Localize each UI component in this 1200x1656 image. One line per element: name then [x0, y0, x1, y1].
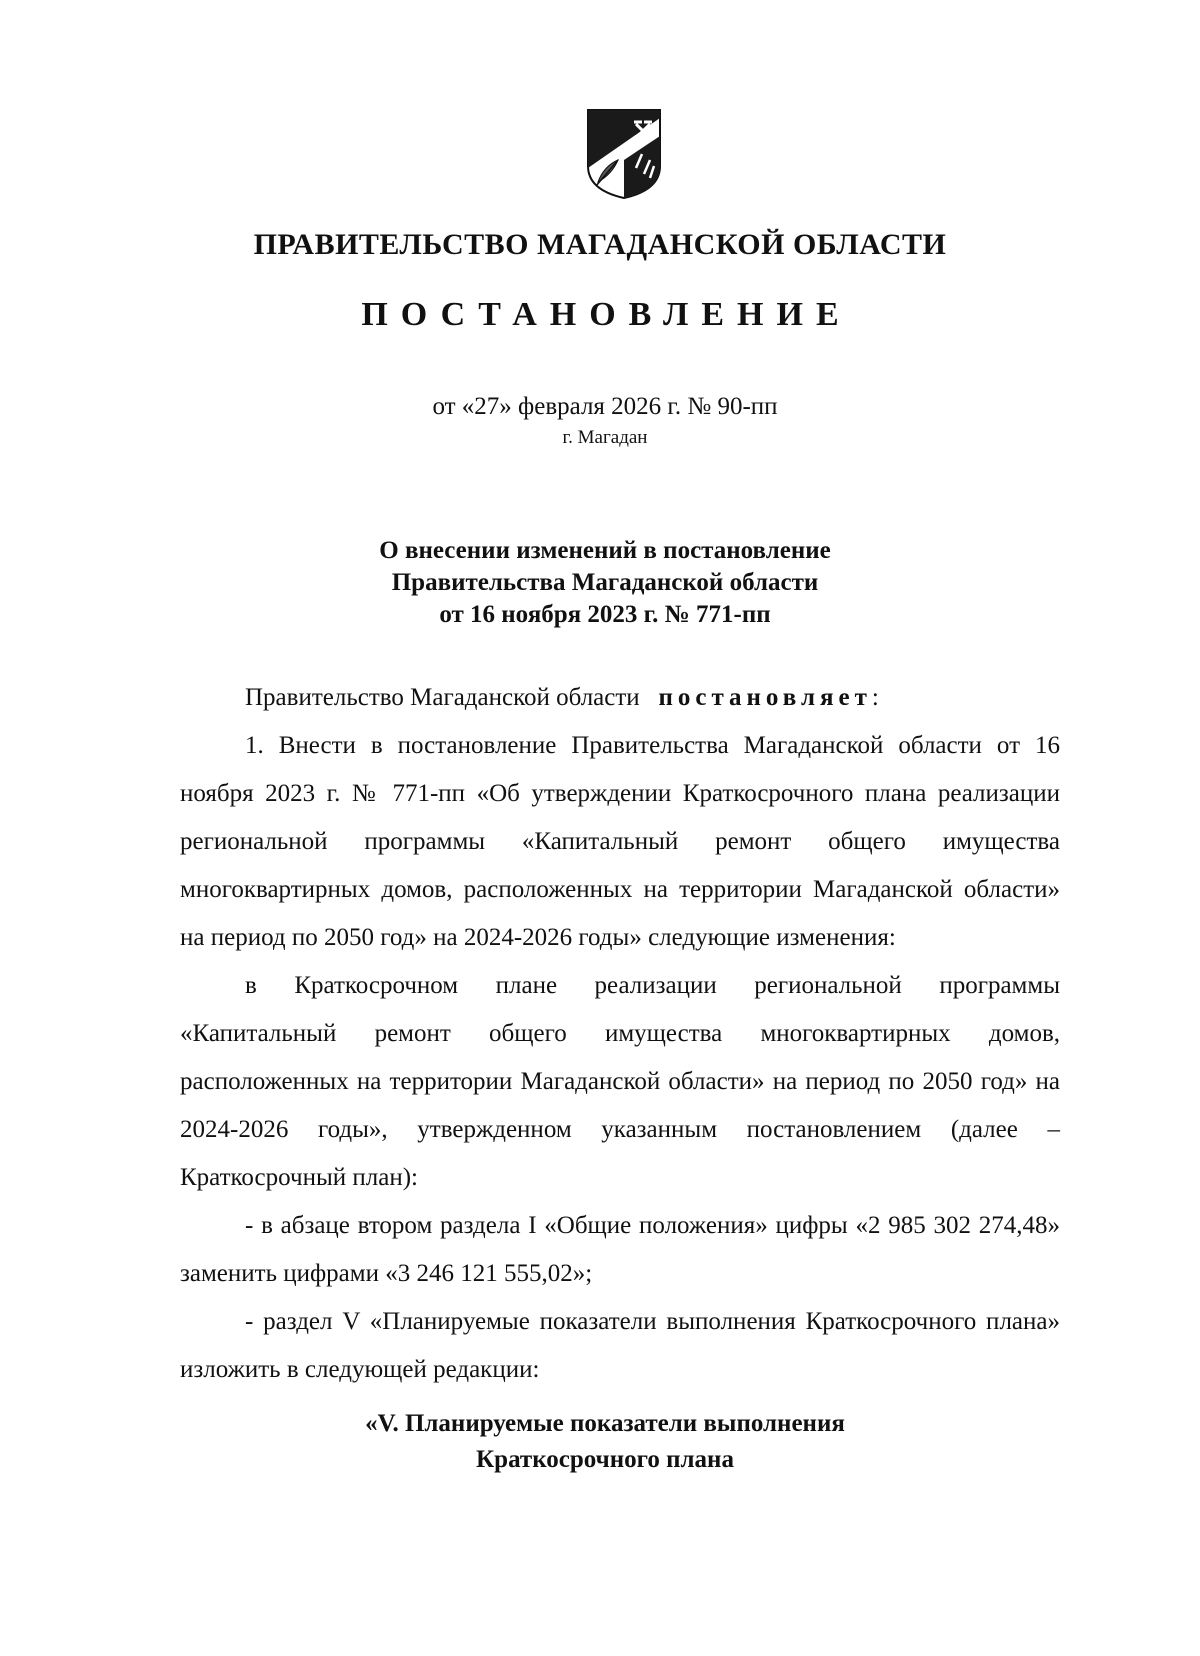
subject-line: от 16 ноября 2023 г. № 771-пп	[439, 601, 771, 628]
intro-prefix: Правительство Магаданской области	[245, 684, 640, 711]
item-1-paragraph: 1. Внести в постановление Правительства Магаданской области от 16 ноября 2023 г. № 771-пп «Об утверждении Краткосрочного плана реализации региональной программы «Капитальный ремонт общего имущества многоквартирных домов, расположенных на территории Магаданской области» на период по 2050 год» на 2024-2026 годы» следующие изменения:	[180, 732, 1060, 951]
intro-resolves: постановляет	[658, 684, 872, 711]
bullet-paragraph-2: - раздел V «Планируемые показатели выполнения Краткосрочного плана» изложить в следующей редакции:	[180, 1308, 1060, 1383]
organization-title: ПРАВИТЕЛЬСТВО МАГАДАНСКОЙ ОБЛАСТИ	[253, 228, 947, 261]
document-type: ПОСТАНОВЛЕНИЕ	[361, 296, 852, 333]
magadan-coat-of-arms-icon	[584, 108, 664, 200]
subject-line: О внесении изменений в постановление	[379, 537, 831, 564]
section-heading-line: Краткосрочного плана	[476, 1446, 734, 1473]
document-city: г. Магадан	[562, 427, 648, 448]
section-v-heading	[0, 1406, 1200, 1478]
document-subject	[0, 535, 1200, 631]
subject-line: Правительства Магаданской области	[391, 569, 819, 596]
paragraph-2: в Краткосрочном плане реализации региональной программы «Капитальный ремонт общего имущества многоквартирных домов, расположенных на территории Магаданской области» на период по 2050 год» на 2024-2026 годы», утвержденном указанным постановлением (далее – Краткосрочный план):	[180, 972, 1060, 1191]
bullet-paragraph-1: - в абзаце втором раздела I «Общие положения» цифры «2 985 302 274,48» заменить цифрами «3 246 121 555,02»;	[180, 1212, 1060, 1287]
intro-suffix: :	[871, 684, 879, 711]
document-body	[180, 674, 1060, 1394]
document-date-number: от «27» февраля 2026 г. № 90-пп	[432, 393, 778, 420]
intro-paragraph	[180, 674, 1060, 722]
section-heading-line: «V. Планируемые показатели выполнения	[365, 1410, 845, 1437]
